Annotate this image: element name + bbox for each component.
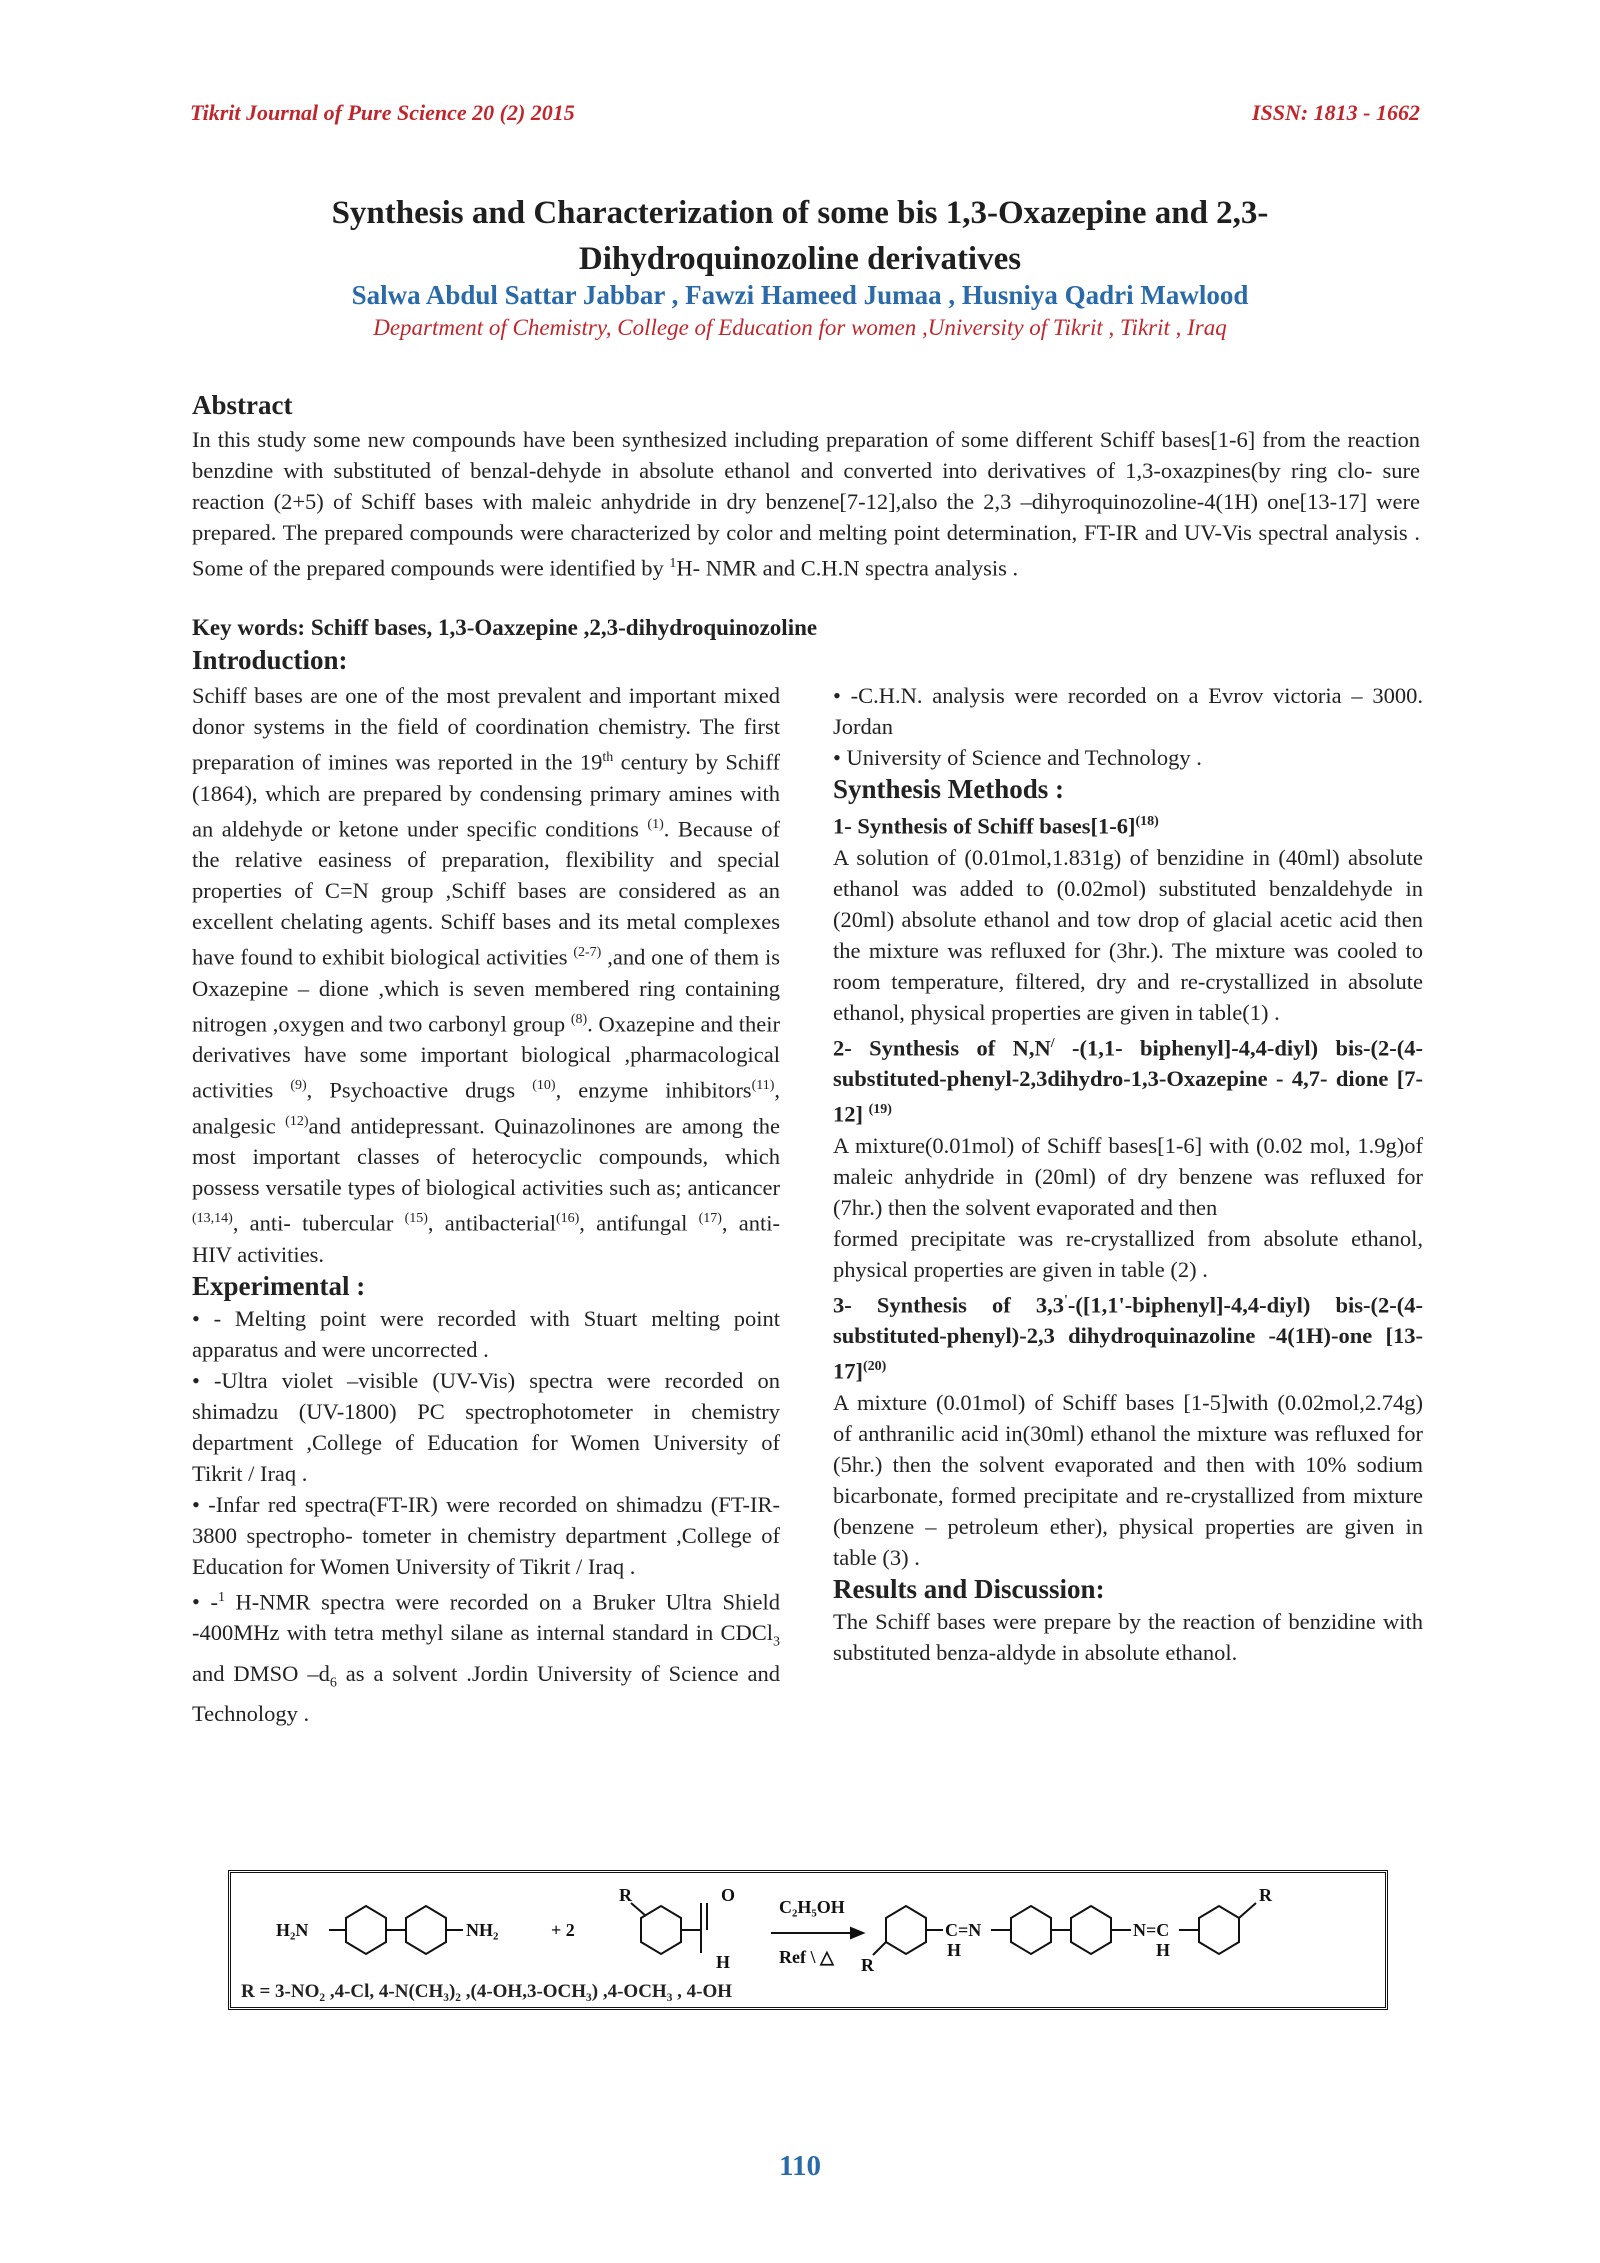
- synthesis-2-text: A mixture(0.01mol) of Schiff bases[1-6] with (0.02 mol, 1.9g)of maleic anhydride in (20ml) of dry benzene was refluxed for (7hr.) then the solvent evaporated and then: [833, 1132, 1423, 1220]
- r-label: R: [1259, 1885, 1272, 1905]
- hydrogen-label: H: [716, 1952, 731, 1972]
- list-item: • - Melting point were recorded with Stuart melting point apparatus and were uncorrected .: [192, 1303, 780, 1365]
- keywords: Key words: Schiff bases, 1,3-Oaxzepine ,2,3-dihydroquinozoline: [192, 615, 818, 640]
- synthesis-3-title: 3- Synthesis of 3,3'-([1,1'-biphenyl]-4,4-diyl) bis-(2-(4- substituted-phenyl)-2,3 dihydroquinazoline -4(1H)-one $[13-17]^{(20)}$: [833, 1292, 1423, 1384]
- results-text: The Schiff bases were prepare by the reaction of benzidine with substituted benza-aldyde in absolute ethanol.: [833, 1608, 1423, 1665]
- experimental-heading: Experimental :: [192, 1270, 366, 1301]
- benzene-ring: [1071, 1906, 1111, 1954]
- journal-name: Tikrit Journal of Pure Science 20 (2) 2015: [190, 100, 575, 125]
- right-column: [833, 680, 1423, 1668]
- synthesis-2-title: 2- Synthesis of N,N/ -(1,1- biphenyl]-4,4-diyl) bis-(2-(4-substituted-phenyl-2,3dihydro-1,3-Oxazepine - 4,7- dione [7-12] $^{(19)}$: [833, 1035, 1423, 1127]
- hydrogen-label: H: [947, 1940, 962, 1960]
- imine-label: C=N: [945, 1920, 982, 1940]
- synthesis-1-title: 1- Synthesis of Schiff $bases[1-6]^{(18)}$: [833, 813, 1159, 839]
- benzene-ring: [641, 1906, 681, 1954]
- amine-label: H₂N: [276, 1920, 309, 1940]
- list-item: • University of Science and Technology .: [833, 742, 1423, 773]
- r-label: R: [861, 1955, 874, 1975]
- list-item: • -Infar red spectra(FT-IR) were recorded on shimadzu (FT-IR-3800 spectropho- tometer in chemistry department ,College of Education for Women University of Tikrit / Iraq .: [192, 1489, 780, 1582]
- list-item: • -$^1$ H-NMR spectra were recorded on a Bruker Ultra Shield -400MHz with tetra methyl silane as internal standard in CDCl$_3$ and DMSO $-d_6$ as a solvent .Jordin University of Science and Technology .: [192, 1582, 780, 1730]
- amine-label: NH₂: [466, 1920, 499, 1940]
- issn: ISSN: 1813 - 1662: [1251, 100, 1420, 125]
- affiliation: Department of Chemistry, College of Education for women ,University of Tikrit , Tikrit , Iraq: [373, 315, 1227, 340]
- list-item: • -Ultra violet –visible (UV-Vis) spectra were recorded on shimadzu (UV-1800) PC spectrophotometer in chemistry department ,College of Education for Women University of Tikrit / Iraq .: [192, 1365, 780, 1489]
- left-column: [192, 680, 780, 1729]
- abstract-heading: Abstract: [192, 390, 293, 420]
- benzene-ring: [406, 1906, 446, 1954]
- synthesis-1-text: A solution of (0.01mol,1.831g) of benzidine in (40ml) absolute ethanol was added to (0.02mol) substituted benzaldehyde in (20ml) absolute ethanol and tow drop of glacial acetic acid then the mixture was refluxed for (3hr.). The mixture was cooled to room temperature, filtered, dry and re-crystallized in absolute ethanol, physical properties are given in table(1) .: [833, 844, 1423, 1025]
- plus-label: + 2: [551, 1920, 575, 1940]
- benzene-ring: [1199, 1906, 1239, 1954]
- page-number: 110: [779, 2150, 821, 2182]
- benzene-ring: [1011, 1906, 1051, 1954]
- results-heading: Results and Discussion:: [833, 1573, 1105, 1604]
- authors: Salwa Abdul Sattar Jabbar , Fawzi Hameed Jumaa , Husniya Qadri Mawlood: [351, 280, 1249, 310]
- introduction-heading: Introduction:: [192, 645, 348, 675]
- synthesis-2-text-cont: formed precipitate was re-crystallized from absolute ethanol, physical properties are given in table (2) .: [833, 1225, 1423, 1282]
- synthesis-heading: Synthesis Methods :: [833, 774, 1065, 804]
- list-item: • -C.H.N. analysis were recorded on a Evrov victoria – 3000. Jordan: [833, 680, 1423, 742]
- r-label: R: [619, 1885, 632, 1905]
- condition-label: Ref \ △: [779, 1947, 834, 1967]
- hydrogen-label: H: [1156, 1940, 1171, 1960]
- abstract-text: In this study some new compounds have been synthesized including preparation of some different Schiff bases[1-6] from the reaction benzdine with substituted of benzal-dehyde in absolute ethanol and converted into derivatives of 1,3-oxazpines(by ring clo- sure reaction (2+5) of Schiff bases with maleic anhydride in dry benzene[7-12],also the 2,3 –dihyroquinozoline-4(1H) one[13-17] were prepared. The prepared compounds were characterized by color and melting point determination, FT-IR and UV-Vis spectral analysis . Some of the prepared compounds were identified by $^1$H- NMR and C.H.N spectra analysis .: [192, 427, 1420, 581]
- intro-paragraph: Schiff bases are one of the most prevalent and important mixed donor systems in the field of coordination chemistry. The first preparation of imines was reported in the 19th century by Schiff (1864), which are prepared by condensing primary amines with an aldehyde or ketone under specific conditions $^{(1)}$. Because of the relative easiness of preparation, flexibility and special properties of C=N group ,Schiff bases are considered as an excellent chelating agents. Schiff bases and its metal complexes have found to exhibit biological activities $^{(2-7)}$ ,and one of them is Oxazepine – dione ,which is seven membered ring containing nitrogen ,oxygen and two carbonyl group $^{(8)}$. Oxazepine and their derivatives have some important biological ,pharmacological activities $^{(9)}$, Psychoactive drugs $^{(10)}$, enzyme inhibitors$^{(11)}$, analgesic $^{(12)}$and antidepressant. Quinazolinones are among the most important classes of heterocyclic compounds, which possess versatile types of biological activities such as; anticancer $^{(13,14)}$, anti- tubercular $^{(15)}$, antibacterial$^{(16)}$, antifungal $^{(17)}$, anti-HIV activities.: [192, 683, 781, 1267]
- oxygen-label: O: [721, 1885, 736, 1905]
- solvent-label: C₂H₅OH: [779, 1897, 845, 1917]
- substituents-line: R = 3-NO₂ ,4-Cl, 4-N(CH₃)₂ ,(4-OH,3-OCH₃) ,4-OCH₃ , 4-OH: [241, 1981, 733, 2002]
- benzene-ring: [886, 1906, 926, 1954]
- benzene-ring: [346, 1906, 386, 1954]
- synthesis-3-text: A mixture (0.01mol) of Schiff bases [1-5]with (0.02mol,2.74g) of anthranilic acid in(30ml) ethanol the mixture was refluxed for (5hr.) then the solvent evaporated and then with 10% sodium bicarbonate, formed precipitate and re-crystallized from mixture (benzene – petroleum ether), physical properties are given in table (3) .: [833, 1389, 1423, 1570]
- imine-label: N=C: [1133, 1920, 1170, 1940]
- reaction-scheme: [228, 1870, 1388, 2010]
- paper-title: Synthesis and Characterization of some bis 1,3-Oxazepine and 2,3-Dihydroquinozoline derivatives: [331, 195, 1269, 277]
